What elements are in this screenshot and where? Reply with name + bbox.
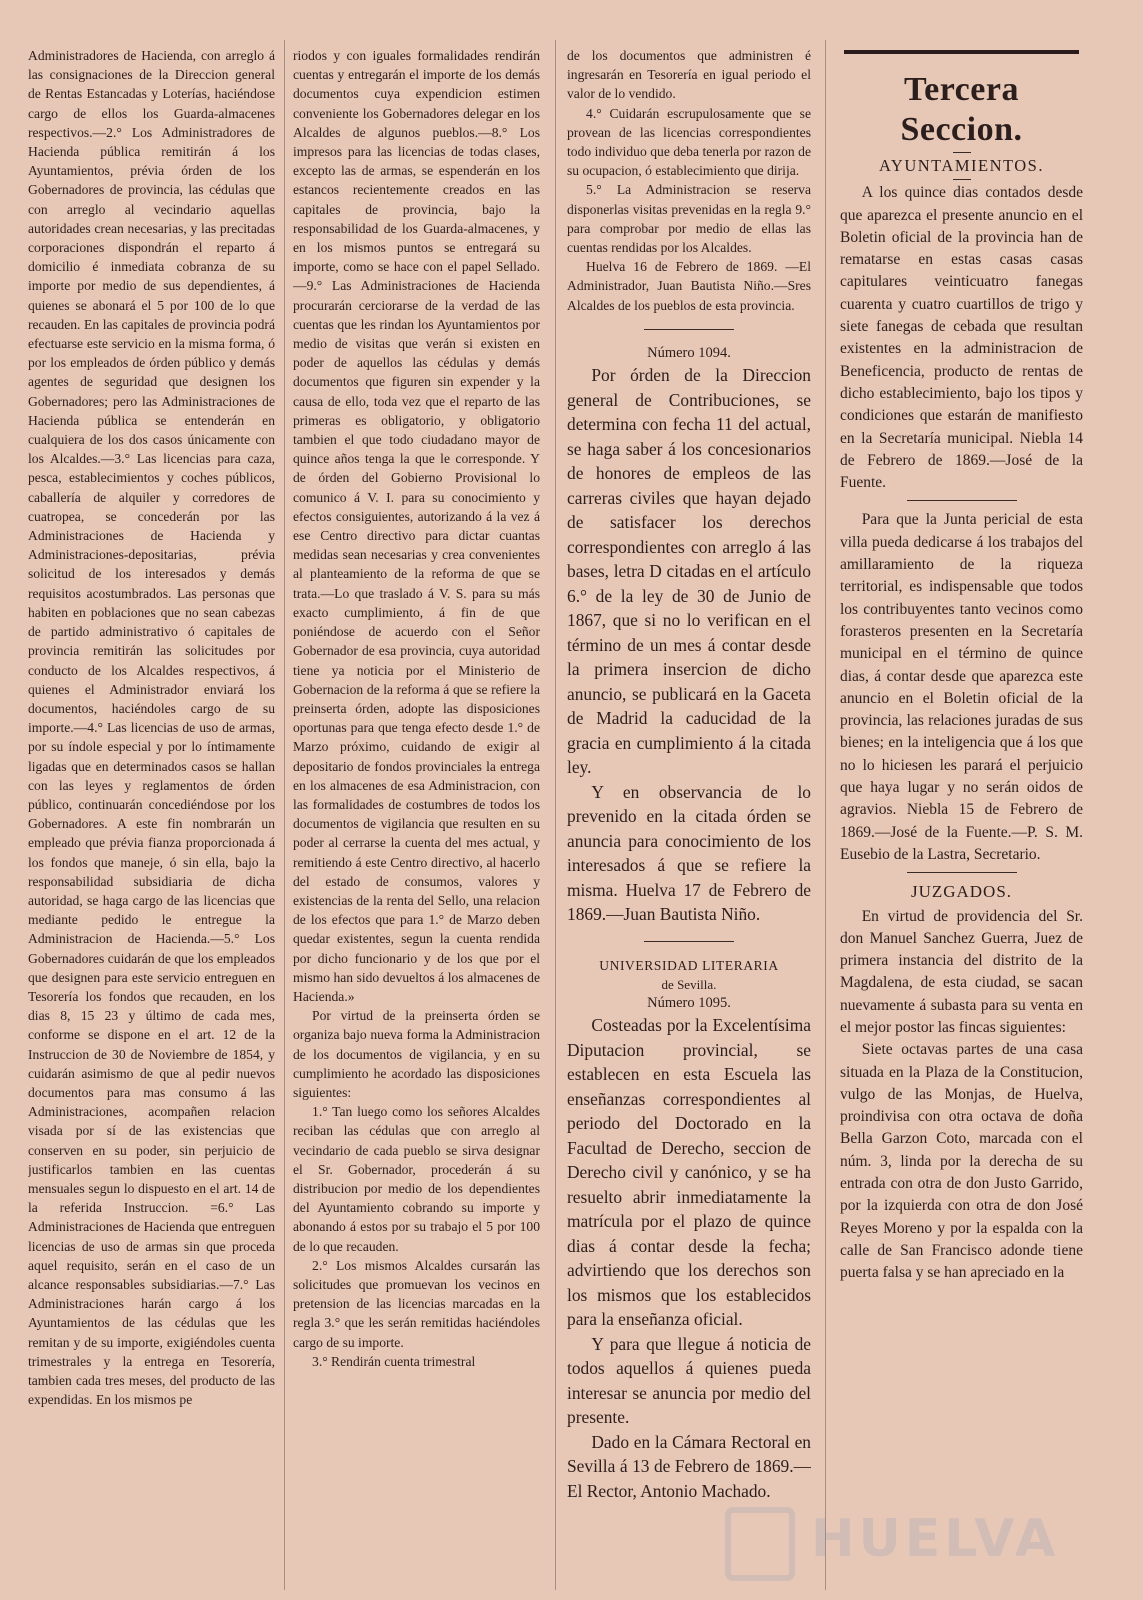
- column-1: [28, 46, 275, 1582]
- separator-rule: [953, 152, 971, 153]
- separator-rule: [907, 872, 1017, 873]
- section-heading: AYUNTAMIENTOS.: [879, 156, 1044, 175]
- section-subheading: de Sevilla.: [661, 976, 717, 992]
- column-divider: [284, 40, 285, 1590]
- paragraph: En virtud de providencia del Sr. don Manuel Sanchez Guerra, Juez de primera instancia del distrito de la Magdalena, de esta ciudad, se sacan nuevamente á subasta para su venta en el mejor postor las fincas siguientes:: [840, 907, 1083, 1036]
- column-3: [567, 46, 811, 1582]
- paragraph: 2.° Los mismos Alcaldes cursarán las solicitudes que promuevan los vecinos en pretension de las licencias marcadas en la regla 3.° que les serán remitidas haciéndoles cargo de su importe.: [293, 1257, 540, 1350]
- paragraph: 1.° Tan luego como los señores Alcaldes reciban las cédulas que con arreglo al vecindario de cada pueblo se sirva designar el Sr. Gobernador, procederán á su distribucion por medio de los dependientes del Ayuntamiento cobrando su importe y abonando á estos por su trabajo el 5 por 100 de lo que recauden.: [293, 1104, 540, 1254]
- paragraph: Siete octavas partes de una casa situada en la Plaza de la Constitucion, vulgo de las Monjas, de Huelva, proindivisa con otra octava de doña Bella Garzon Coto, marcada con el núm. 3, linda por la derecha de su entrada con otra de don Justo Garrido, por la izquierda con otra de don José Reyes Moreno y por la espalda con la calle de San Francisco adonde tiene puerta falsa y se han apreciado en la: [840, 1041, 1083, 1282]
- separator-rule: [953, 179, 971, 180]
- watermark: [725, 1505, 1065, 1575]
- column-divider: [825, 40, 826, 1590]
- paragraph: Costeadas por la Excelentísima Diputacion provincial, se establecen en esta Escuela las enseñanzas correspondientes al periodo del Doctorado en la Facultad de Derecho, seccion de Derecho civil y canónico, y se ha resuelto abrir inmediatamente la matrícula por el plazo de quince dias á contar desde la fecha; advirtiendo que los derechos son los mismos que los establecidos para la enseñanza oficial.: [567, 1015, 811, 1330]
- section-heading: UNIVERSIDAD LITERARIA: [599, 957, 779, 973]
- paragraph: Dado en la Cámara Rectoral en Sevilla á 13 de Febrero de 1869.—El Rector, Antonio Machado.: [567, 1431, 811, 1501]
- paragraph: A los quince dias contados desde que aparezca el presente anuncio en el Boletin oficial de la provincia han de rematarse en estas casas casas capitulares veinticuatro fanegas cuarenta y cuatro cuartillos de trigo y siete fanegas de cebada que resultan existentes en la administracion de Beneficencia, producto de rentas de dicho establecimiento, bajo los tipos y condiciones que estarán de manifiesto en la Secretaría municipal. Niebla 14 de Febrero de 1869.—José de la Fuente.: [840, 184, 1083, 492]
- section-heading: JUZGADOS.: [910, 882, 1013, 902]
- separator-rule: [644, 329, 734, 330]
- watermark-text: HUELVA: [811, 1509, 1060, 1569]
- seal-icon: [725, 1507, 795, 1581]
- paragraph: Por virtud de la preinserta órden se organiza bajo nueva forma la Administracion de los documentos de vigilancia, y en su cumplimiento he acordado las disposiciones siguientes:: [293, 1008, 540, 1100]
- paragraph: Por órden de la Direccion general de Contribuciones, se determina con fecha 11 del actual, se haga saber á los concesionarios de honores de empleos de las carreras civiles que hayan dejado de satisfacer los derechos correspondientes con arreglo á las bases, letra D citadas en el artículo 6.° de la ley de 30 de Junio de 1867, que si no lo verifican en el término de un mes á contar desde la primera insercion de dicho anuncio, se publicará en la Gaceta de Madrid la caducidad de la gracia en cumplimiento á la citada ley.: [567, 365, 811, 778]
- heavy-rule: [844, 50, 1079, 54]
- column-4: [840, 46, 1083, 1582]
- paragraph: Y en observancia de lo prevenido en la citada órden se anuncia para conocimiento de los interesados á que se refiere la misma. Huelva 17 de Febrero de 1869.—Juan Bautista Niño.: [567, 781, 811, 925]
- paragraph: riodos y con iguales formalidades rendirán cuentas y entregarán el importe de los demás documentos cuya expendicion estimen conveniente los Gobernadores delegar en los Alcaldes de algunos pueblos.—8.° Los impresos para las licencias de todas clases, excepto las de armas, se espenderán en los estancos recientemente creados en las capitales de provincia, bajo la responsabilidad de los Guarda-almacenes, y en los mismos puntos se entregará su importe, como se hace con el papel Sellado.—9.° Las Administraciones de Hacienda procurarán cerciorarse de la verdad de las cuentas que les rindan los Ayuntamientos por medio de visitas que verán si existen en poder de aquellos las cédulas y demás documentos que figuren sin expender y la causa de ello, toda vez que el reparto de las primeras es obligatorio, y obligatorio tambien el que todo ciudadano mayor de quince años tenga la que le corresponde. Y de órden del Gobierno Provisional lo comunico á V. I. para su conocimiento y efectos consiguientes, autorizando á la vez á ese Centro directivo para dictar cuantas medidas sean necesarias y crea convenientes al planteamiento de la reforma de que se trata.—Lo que traslado á V. S. para su más exacto cumplimiento, á fin de que poniéndose de acuerdo con el Señor Gobernador de esa provincia, cuya autoridad tiene ya noticia por el Ministerio de Gobernacion de la reforma á que se refiere la preinserta órden, adopte las disposiciones oportunas para que tenga efecto desde 1.° de Marzo próximo, cuidando de exigir al depositario de fondos provinciales la entrega en los almacenes de esa Administracion, con las formalidades de costumbres de todos los documentos de vigilancia que resulten en su poder al cerrarse la cuenta del mes actual, y remitiendo á este Centro directivo, al hacerlo del estado de consumos, valores y existencias de la renta del Sello, una relacion de los efectos que para 1.° de Marzo deben quedar existentes, segun la cuenta rendida por dicho funcionario y de los que por el mismo han sido devueltos á los almacenes de Hacienda.»: [293, 48, 540, 1004]
- paragraph: de los documentos que administren é ingresarán en Tesorería en igual periodo el valor de lo vendido.: [567, 48, 811, 102]
- paragraph: 3.° Rendirán cuenta trimestral: [312, 1353, 476, 1369]
- column-2: [293, 46, 540, 1582]
- paragraph: Administradores de Hacienda, con arreglo á las consignaciones de la Direccion general de Rentas Estancadas y Loterías, haciéndose cargo de ellos los Guarda-almacenes respectivos.—2.° Los Administradores de Hacienda pública remitirán á los Ayuntamientos, prévia órden de los Gobernadores de provincia, las cédulas que con arreglo al vecindario aquellas autoridades crean necesarias, y las precitadas corporaciones dispondrán el reparto á domicilio é inmediata cobranza de su importe por medio de sus dependientes, á quienes se abonará el 5 por 100 de lo que recauden. En las capitales de provincia podrá efectuarse este servicio en la misma forma, ó por los empleados de órden público y demás agentes de seguridad que designen los Gobernadores; pero las Administraciones de Hacienda pública se entenderán en cualquiera de los dos casos únicamente con los Alcaldes.—3.° Las licencias para caza, pesca, establecimientos y coches públicos, caballería de alquiler y corredores de cuatropea, se concederán por las Administraciones de Hacienda y Administraciones-depositarias, prévia solicitud de los interesados y demás requisitos acostumbrados. Las personas que habiten en poblaciones que no sean cabezas de partido administrativo ó capitales de provincia remitirán las solicitudes por conducto de los Alcaldes respectivos, á quienes el Administrador enviará los documentos, haciéndoles cargo de su importe.—4.° Las licencias de uso de armas, por su índole especial y por lo íntimamente ligadas que en determinados casos se hallan con las leyes y reglamentos de órden público, continuarán concediéndose por los Gobernadores. A este fin nombrarán un empleado que prévia fianza proporcionada á los fondos que maneje, ó sin ella, bajo la responsabilidad subsidiaria de dicha autoridad, se haga cargo de las licencias que mediante pedido le entregue la Administracion de Hacienda.—5.° Los Gobernadores cuidarán de que los empleados que designen para este servicio entreguen en Tesorería los fondos que recauden, en los dias 8, 15 23 y último de cada mes, conforme se dispone en el art. 12 de la Instruccion de 30 de Noviembre de 1854, y cuidarán asimismo de que al pedir nuevos documentos para mas consumo á las Administraciones, acompañen relacion visada por sí de las existencias que conserven en su poder, sin perjuicio de justificarlos tambien en las cuentas mensuales segun lo dispuesto en el art. 14 de la referida Instruccion. =6.° Las Administraciones de Hacienda que entreguen licencias de uso de armas sin que proceda aquel requisito, serán en el caso de un alcance responsables subsidiarias.—7.° Las Administraciones harán cargo á los Ayuntamientos de las cédulas que les remitan y de su importe, exigiéndoles cuenta trimestrales y la entrega en Tesorería, tambien cada tres meses, del producto de las expendidas. En los mismos pe: [28, 48, 275, 1408]
- paragraph: Para que la Junta pericial de esta villa pueda dedicarse á los trabajos del amillaramiento de la riqueza territorial, es indispensable que todos los contribuyentes tanto vecinos como forasteros presenten en la Secretaría municipal en el término de quince dias, á contar desde que aparezca este anuncio en el Boletin oficial de la provincia, las relaciones juradas de sus bienes; en la inteligencia que á los que no lo hiciesen les parará el perjuicio que haya lugar y no serán oidos de agravios. Niebla 15 de Febrero de 1869.—José de la Fuente.—P. S. M. Eusebio de la Lastra, Secretario.: [840, 511, 1083, 863]
- section-title: Tercera Seccion.: [900, 71, 1023, 148]
- column-divider: [555, 40, 556, 1590]
- separator-rule: [907, 500, 1017, 501]
- separator-rule: [644, 941, 734, 942]
- paragraph: 5.° La Administracion se reserva disponerlas visitas prevenidas en la regla 9.° para comprobar por medio de ellas las cuentas rendidas por los Alcaldes.: [567, 182, 811, 256]
- paragraph: Huelva 16 de Febrero de 1869. —El Administrador, Juan Bautista Niño.—Sres Alcaldes de los pueblos de esta provincia.: [567, 259, 811, 313]
- notice-number: Número 1094.: [647, 344, 731, 361]
- notice-number: Número 1095.: [647, 994, 731, 1011]
- paragraph: Y para que llegue á noticia de todos aquellos á quienes pueda interesar se anuncia por medio del presente.: [567, 1333, 811, 1428]
- paragraph: 4.° Cuidarán escrupulosamente que se provean de las licencias correspondientes todo individuo que deba tenerla por razon de su ocupacion, ó establecimiento que dirija.: [567, 105, 811, 179]
